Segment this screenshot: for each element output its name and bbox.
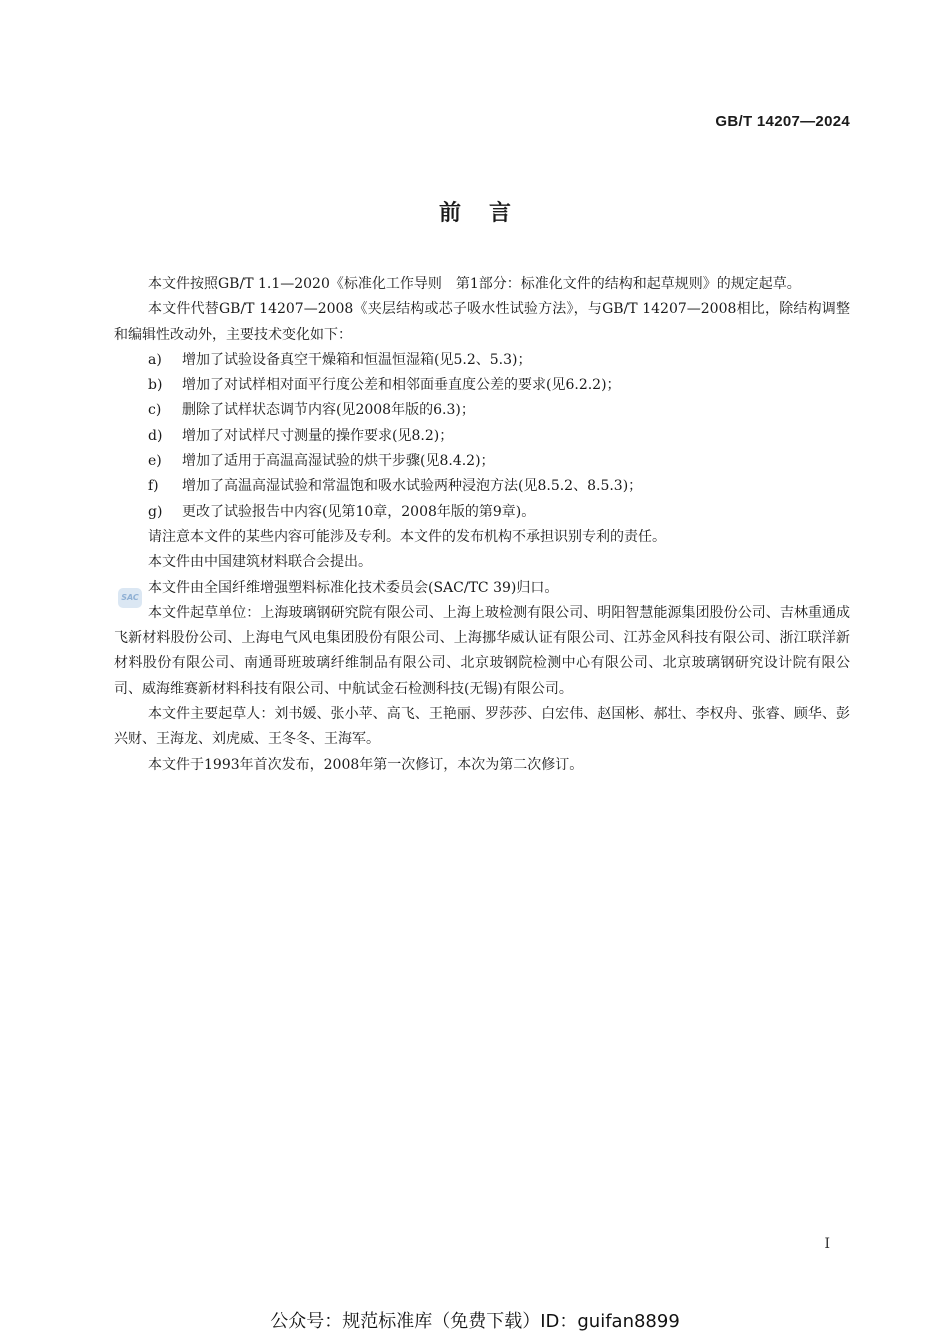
paragraph-patent-notice: 请注意本文件的某些内容可能涉及专利。本文件的发布机构不承担识别专利的责任。 [148,528,666,545]
list-item [114,424,850,449]
list-item-label: a) [148,351,162,368]
list-item [114,500,850,525]
sac-logo-text: SAC [121,593,139,602]
list-item-label: f) [148,478,159,495]
preface-body [114,272,850,778]
paragraph-history: 本文件于1993年首次发布，2008年第一次修订，本次为第二次修订。 [148,756,584,773]
page-title: 前言 [438,201,539,226]
list-item [114,348,850,373]
list-item-label: e) [148,453,162,470]
list-item [114,373,850,398]
list-item-text: 增加了对试样相对面平行度公差和相邻面垂直度公差的要求(见6.2.2)； [182,377,621,394]
list-item-label: d) [148,427,163,444]
list-item [114,474,850,499]
list-item-text: 删除了试样状态调节内容(见2008年版的6.3)； [182,402,475,419]
list-item-text: 增加了高温高湿试验和常温饱和吸水试验两种浸泡方法(见8.5.2、8.5.3)； [182,478,643,495]
list-item-text: 增加了对试样尺寸测量的操作要求(见8.2)； [182,427,454,444]
list-item-text: 更改了试验报告中内容(见第10章，2008年版的第9章)。 [182,503,536,520]
page-number: I [824,1236,830,1252]
standard-code: GB/T 14207—2024 [715,113,850,130]
paragraph-replacement: 本文件代替GB/T 14207—2008《夹层结构或芯子吸水性试验方法》，与GB/T 14207—2008相比，除结构调整和编辑性改动外，主要技术变化如下： [114,301,850,343]
paragraph-proposer: 本文件由中国建筑材料联合会提出。 [148,554,372,571]
list-item-label: g) [148,503,163,520]
list-item-text: 增加了适用于高温高湿试验的烘干步骤(见8.4.2)； [182,453,495,470]
paragraph-drafting-rules: 本文件按照GB/T 1.1—2020《标准化工作导则 第1部分：标准化文件的结构和起草规则》的规定起草。 [148,276,801,292]
list-item [114,398,850,423]
list-item-label: b) [148,377,163,394]
paragraph-committee: 本文件由全国纤维增强塑料标准化技术委员会(SAC/TC 39)归口。 [148,579,559,596]
list-item-label: c) [148,402,162,419]
paragraph-drafting-units: 本文件起草单位：上海玻璃钢研究院有限公司、上海上玻检测有限公司、明阳智慧能源集团股份公司、吉林重通成飞新材料股份公司、上海电气风电集团股份有限公司、上海挪华威认证有限公司、江苏金风科技有限公司、浙江联洋新材料股份有限公司、南通哥班玻璃纤维制品有限公司、北京玻钢院检测中心有限公司、北京玻璃钢研究设计院有限公司、威海维赛新材料科技有限公司、中航试金石检测科技(无锡)有限公司。 [114,604,850,697]
paragraph-drafters: 本文件主要起草人：刘书媛、张小苹、高飞、王艳丽、罗莎莎、白宏伟、赵国彬、郝壮、李权舟、张睿、顾华、彭兴财、王海龙、刘虎威、王冬冬、王海军。 [114,706,850,748]
list-item [114,449,850,474]
footer-watermark: 公众号：规范标准库（免费下载）ID：guifan8899 [270,1311,680,1332]
list-item-text: 增加了试验设备真空干燥箱和恒温恒湿箱(见5.2、5.3)； [182,351,532,368]
